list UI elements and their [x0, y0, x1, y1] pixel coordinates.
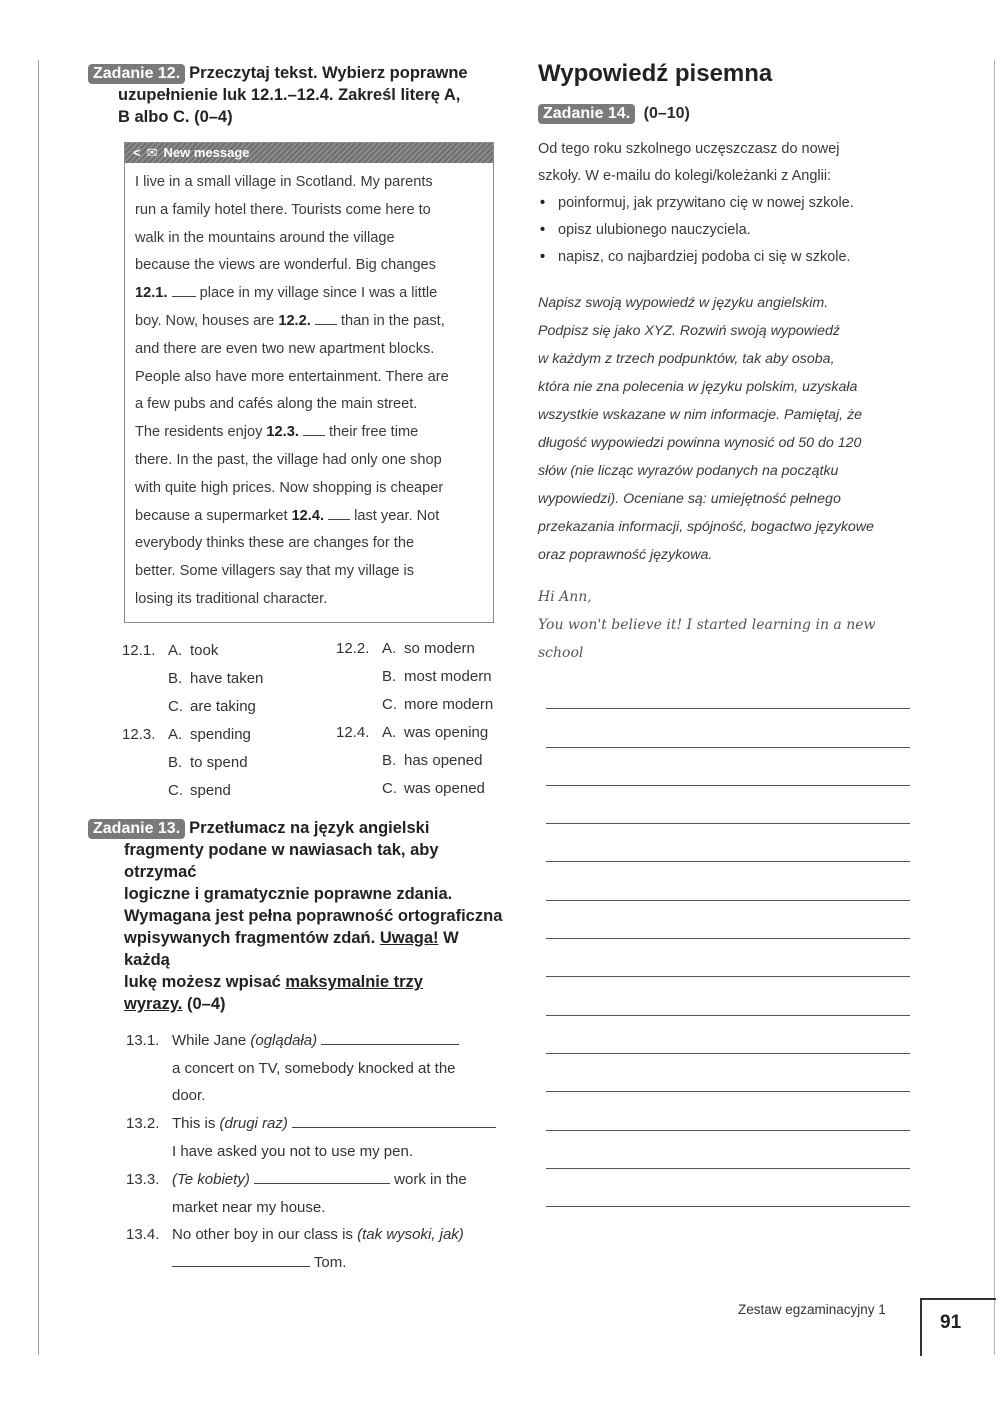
message-line: and there are even two new apartment blocks.: [135, 340, 435, 357]
left-column: [88, 62, 508, 1277]
task13-item: 13.1. While Jane (oglądała): [126, 1027, 508, 1055]
task13-item: 13.3. (Te kobiety) work in the: [126, 1170, 467, 1188]
gap-12-2-label: 12.2.: [278, 312, 311, 329]
writing-line[interactable]: [546, 1169, 910, 1207]
writing-line[interactable]: [546, 1016, 910, 1054]
task14-points: (0–10): [643, 105, 690, 122]
writing-line[interactable]: [546, 824, 910, 862]
page-edge-right: [994, 60, 995, 1355]
task14-badge: Zadanie 14.: [538, 104, 635, 124]
handwritten-greeting: Hi Ann,: [538, 589, 592, 605]
gap-12-1: [172, 282, 196, 297]
answer-blank-13-2[interactable]: [292, 1113, 496, 1128]
options-12-2: 12.2. A. so modern B. most modern C. more modern: [336, 639, 494, 713]
message-line: People also have more entertainment. There are: [135, 368, 449, 385]
bullet-item: • napisz, co najbardziej podoba ci się w szkole.: [538, 244, 913, 271]
writing-line[interactable]: [546, 939, 910, 977]
footer-series: Zestaw egzaminacyjny 1: [738, 1302, 886, 1317]
message-line: boy. Now, houses are 12.2. than in the past,: [135, 308, 485, 336]
message-titlebar: [125, 143, 493, 163]
writing-line[interactable]: [546, 901, 910, 939]
option-12-4-c[interactable]: was opened: [404, 779, 485, 797]
handwritten-start: [538, 583, 913, 667]
gap-12-2: [315, 310, 337, 325]
task13: [88, 817, 508, 1277]
writing-line[interactable]: [546, 977, 910, 1015]
task13-instruction: Zadanie 13. Przetłumacz na język angielski fragmenty podane w nawiasach tak, aby otrzymać logiczne i gramatycznie poprawne zdania. Wymagana jest pełna poprawność ortograficzna wpisywanych fragmentów zdań. Uwaga! W każdą lukę możesz wpisać maksymalnie trzy wyrazy. (0–4): [88, 817, 508, 1015]
message-line: better. Some villagers say that my village is: [135, 563, 415, 580]
task13-item: 13.4. No other boy in our class is (tak wysoki, jak): [126, 1226, 464, 1244]
option-12-1-b[interactable]: have taken: [190, 669, 264, 687]
option-12-3-c[interactable]: spend: [190, 781, 231, 799]
message-line: run a family hotel there. Tourists come here to: [135, 201, 431, 218]
option-12-1-c[interactable]: are taking: [190, 697, 256, 715]
option-12-2-c[interactable]: more modern: [404, 695, 494, 713]
writing-line[interactable]: [546, 1092, 910, 1130]
message-line: I live in a small village in Scotland. My parents: [135, 174, 433, 190]
writing-line[interactable]: [546, 671, 910, 709]
task12-badge: Zadanie 12.: [88, 64, 185, 84]
options-12-1: 12.1. A. took B. have taken C. are taking: [122, 641, 264, 715]
option-12-3-a[interactable]: spending: [190, 725, 251, 743]
option-12-2-a[interactable]: so modern: [404, 639, 475, 657]
message-title: New message: [163, 145, 250, 160]
answer-blank-13-1[interactable]: [321, 1030, 459, 1045]
message-line: 12.1. place in my village since I was a little: [135, 280, 485, 308]
gap-12-4-label: 12.4.: [291, 507, 325, 524]
task13-item: 13.2. This is (drugi raz): [126, 1110, 508, 1138]
new-message-box: [124, 142, 494, 623]
gap-12-3-label: 12.3.: [266, 424, 299, 441]
gap-12-4: [328, 505, 350, 520]
message-line: there. In the past, the village had only one shop: [135, 451, 442, 468]
bullet-item: • opisz ulubionego nauczyciela.: [538, 217, 913, 244]
options-12-3: 12.3. A. spending B. to spend C. spend: [122, 725, 251, 799]
message-line: losing its traditional character.: [135, 590, 328, 607]
message-line: with quite high prices. Now shopping is cheaper: [135, 479, 444, 496]
right-column: [538, 58, 913, 1207]
bullet-item: • poinformuj, jak przywitano cię w nowej szkole.: [538, 190, 913, 217]
handwritten-first-line: You won't believe it! I started learning in a new school: [538, 617, 876, 661]
gap-12-3: [303, 421, 325, 436]
message-line: because a supermarket 12.4. last year. Not: [135, 503, 485, 531]
message-line: The residents enjoy 12.3. their free time: [135, 419, 485, 447]
section-title: Wypowiedź pisemna: [538, 60, 773, 87]
options-12-4: 12.4. A. was opening B. has opened C. was opened: [336, 723, 489, 797]
option-12-4-b[interactable]: has opened: [404, 751, 483, 769]
answer-blank-13-3[interactable]: [254, 1169, 390, 1184]
option-12-3-b[interactable]: to spend: [190, 753, 248, 771]
task14-header: [538, 104, 913, 124]
message-line: a few pubs and cafés along the main street.: [135, 396, 418, 413]
task14-instructions: Napisz swoją wypowiedź w języku angielskim. Podpisz się jako XYZ. Rozwiń swoją wypowiedź w każdym z trzech podpunktów, tak aby osoba, która nie zna polecenia w języku polskim, uzyskała wszystkie wskazane w nim informacje. Pamiętaj, że długość wypowiedzi powinna wynosić od 50 do 120 słów (nie licząc wyrazów podanych na początku wypowiedzi). Oceniane są: umiejętność pełnego przekazania informacji, spójność, bogactwo językowe oraz poprawność językowa.: [538, 295, 874, 563]
task14-intro: Od tego roku szkolnego uczęszczasz do nowej szkoły. W e-mailu do kolegi/koleżanki z Anglii:: [538, 141, 840, 184]
writing-area[interactable]: [538, 671, 913, 1207]
option-12-1-a[interactable]: took: [190, 641, 219, 659]
task14-bullets: [538, 190, 913, 271]
option-12-4-a[interactable]: was opening: [404, 723, 489, 741]
writing-line[interactable]: [546, 786, 910, 824]
message-line: walk in the mountains around the village: [135, 229, 395, 246]
writing-line[interactable]: [546, 1131, 910, 1169]
envelope-icon: ✉: [146, 145, 158, 160]
page-number: 91: [940, 1312, 962, 1333]
answer-blank-13-4[interactable]: [172, 1252, 310, 1267]
gap-12-1-label: 12.1.: [135, 285, 168, 302]
task12-options: [122, 637, 508, 805]
task13-items: 13.1. While Jane (oglądała) a concert on TV, somebody knocked at the door. 13.2. This is (drugi raz) I have asked you not to use my pen. 13.3. (Te kobiety) work in the market near my house. 13.4. No other boy in our class is (tak wysoki, jak) Tom.: [88, 1027, 508, 1277]
option-12-2-b[interactable]: most modern: [404, 667, 492, 685]
task13-badge: Zadanie 13.: [88, 819, 185, 839]
page-edge-left: [38, 60, 39, 1355]
writing-line[interactable]: [546, 709, 910, 747]
message-line: because the views are wonderful. Big changes: [135, 257, 436, 274]
writing-line[interactable]: [546, 748, 910, 786]
message-body: [125, 163, 493, 622]
uwaga-note: Uwaga!: [379, 928, 439, 947]
message-line: everybody thinks these are changes for the: [135, 535, 415, 552]
writing-line[interactable]: [546, 1054, 910, 1092]
task12-instruction: Zadanie 12. Przeczytaj tekst. Wybierz poprawne uzupełnienie luk 12.1.–12.4. Zakreśl literę A, B albo C. (0–4): [88, 62, 508, 128]
writing-line[interactable]: [546, 862, 910, 900]
chevron-left-icon: <: [133, 145, 141, 160]
